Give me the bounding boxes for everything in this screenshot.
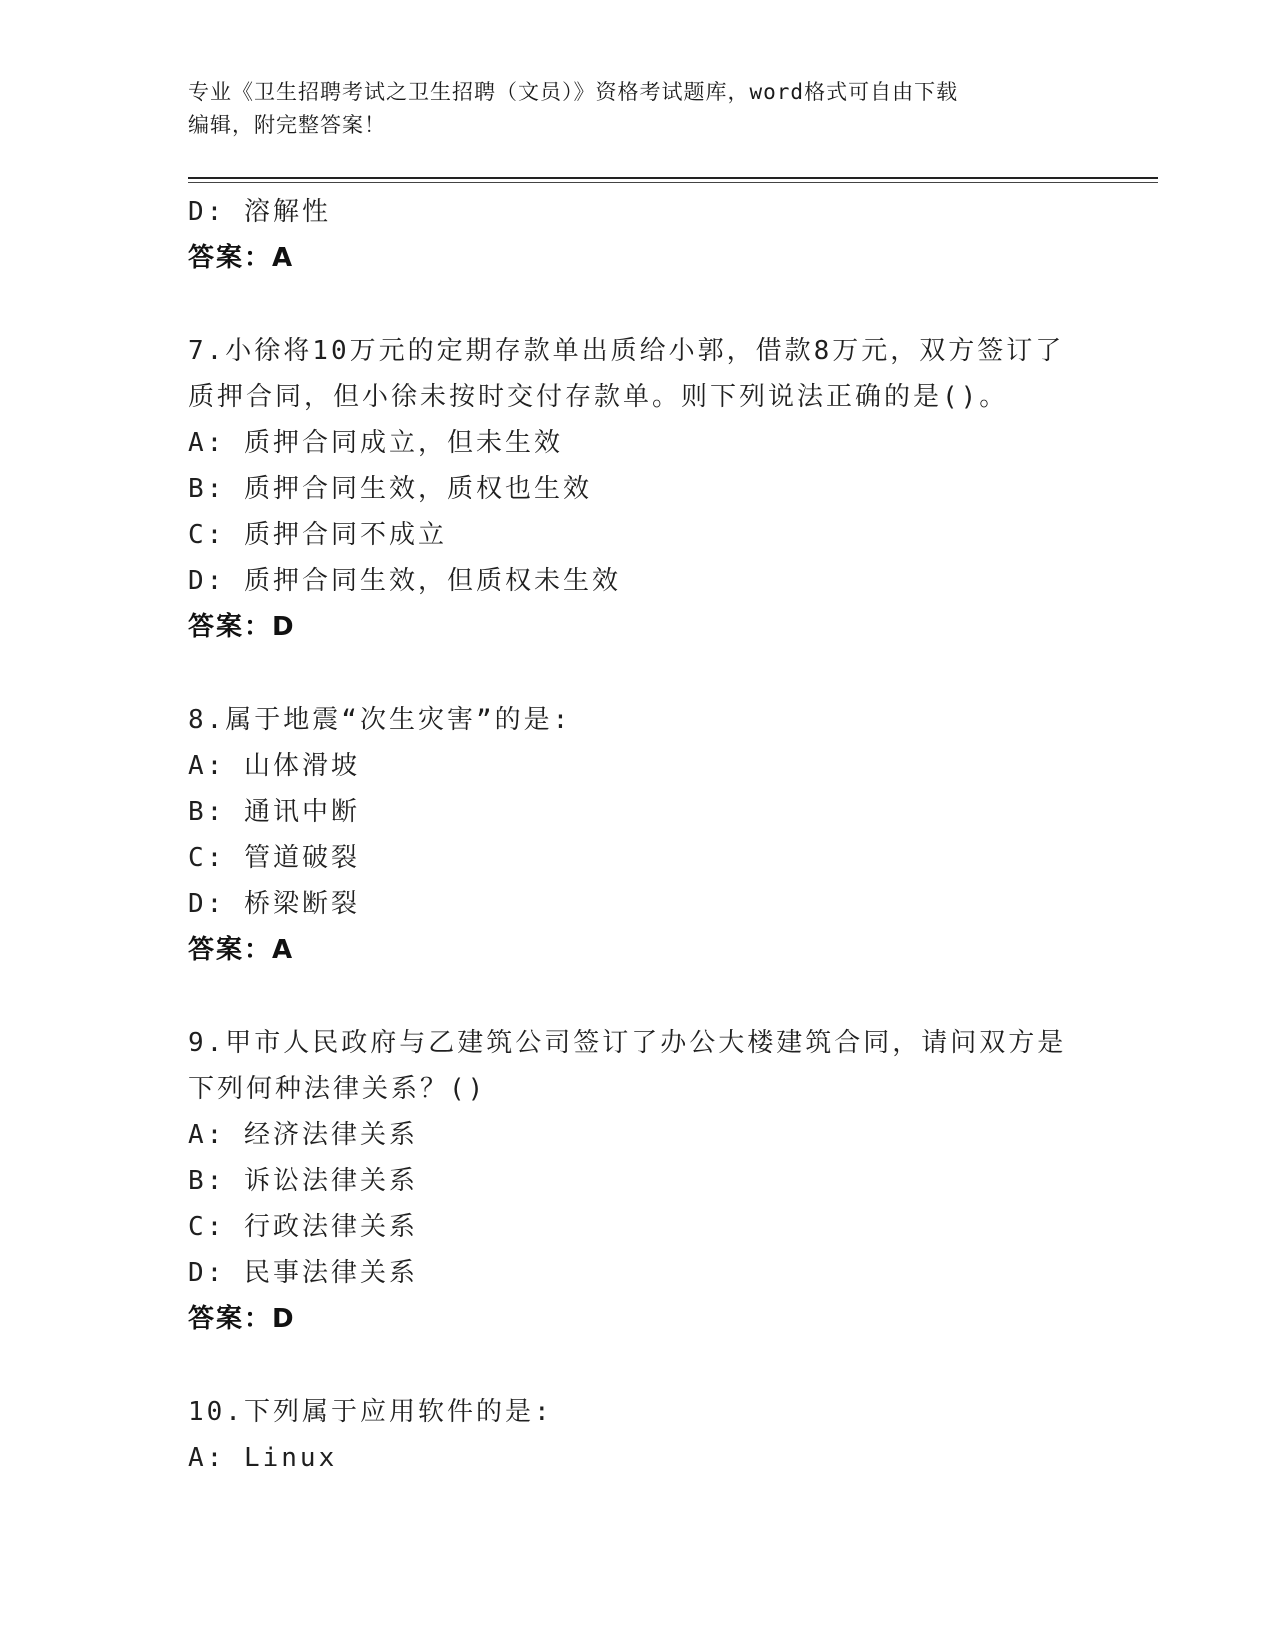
question-10 — [188, 1389, 1088, 1481]
header-divider-thin — [188, 182, 1158, 183]
question-stem: 7.小徐将10万元的定期存款单出质给小郭，借款8万元，双方签订了 — [188, 336, 1065, 366]
previous-question-tail — [188, 189, 1088, 281]
header-divider-thick — [188, 177, 1158, 179]
question-7 — [188, 328, 1088, 650]
question-stem: 下列何种法律关系？() — [188, 1074, 487, 1104]
question-stem: 8.属于地震“次生灾害”的是: — [188, 705, 572, 735]
option-a: A: 经济法律关系 — [188, 1120, 418, 1150]
document-header — [188, 76, 1068, 142]
header-line-2: 编辑，附完整答案！ — [188, 113, 386, 137]
option-c: C: 质押合同不成立 — [188, 520, 447, 550]
option-a: A: Linux — [188, 1443, 338, 1473]
option-a: A: 山体滑坡 — [188, 751, 360, 781]
option-a: A: 质押合同成立，但未生效 — [188, 428, 563, 458]
answer-line: 答案：D — [188, 1304, 296, 1334]
answer-line: 答案：A — [188, 935, 295, 965]
option-d: D: 民事法律关系 — [188, 1258, 418, 1288]
option-c: C: 管道破裂 — [188, 843, 360, 873]
header-line-1: 专业《卫生招聘考试之卫生招聘（文员）》资格考试题库，word格式可自由下载 — [188, 80, 959, 104]
question-stem: 9.甲市人民政府与乙建筑公司签订了办公大楼建筑合同，请问双方是 — [188, 1028, 1067, 1058]
option-b: B: 诉讼法律关系 — [188, 1166, 418, 1196]
question-8 — [188, 697, 1088, 973]
question-stem: 质押合同，但小徐未按时交付存款单。则下列说法正确的是()。 — [188, 382, 1009, 412]
question-content — [188, 189, 1088, 1481]
answer-line: 答案：A — [188, 243, 295, 273]
question-9 — [188, 1020, 1088, 1342]
option-c: C: 行政法律关系 — [188, 1212, 418, 1242]
option-d: D: 溶解性 — [188, 197, 331, 227]
option-b: B: 通讯中断 — [188, 797, 360, 827]
option-d: D: 桥梁断裂 — [188, 889, 360, 919]
option-d: D: 质押合同生效，但质权未生效 — [188, 566, 621, 596]
answer-line: 答案：D — [188, 612, 296, 642]
option-b: B: 质押合同生效，质权也生效 — [188, 474, 592, 504]
question-stem: 10.下列属于应用软件的是: — [188, 1397, 553, 1427]
